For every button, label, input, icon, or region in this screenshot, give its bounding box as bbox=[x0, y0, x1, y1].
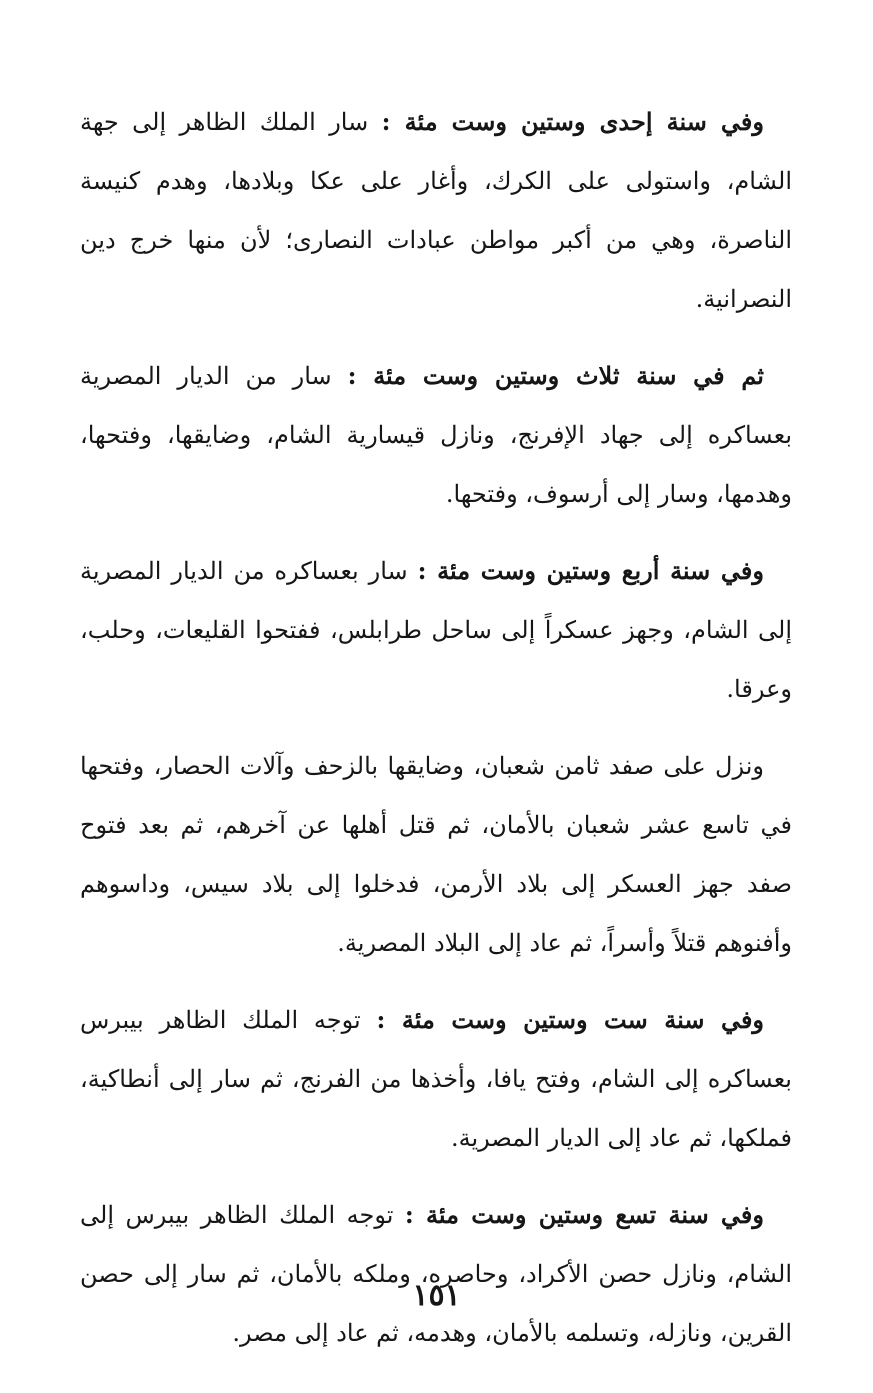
page-number: ١٥١ bbox=[412, 1278, 461, 1313]
paragraph-lead: وفي سنة أربع وستين وست مئة : bbox=[417, 556, 764, 585]
paragraph-year-661 bbox=[80, 92, 792, 329]
paragraph-lead: وفي سنة ست وستين وست مئة : bbox=[376, 1005, 765, 1034]
paragraph-safad bbox=[80, 736, 792, 973]
paragraph-text: سار الملك الظاهر إلى جهة الشام، واستولى على الكرك، وأغار على عكا وبلادها، وهدم كنيسة الناصرة، وهي من أكبر مواطن عبادات النصارى؛ لأن منها خرج دين النصرانية. bbox=[80, 108, 792, 313]
paragraph-year-664 bbox=[80, 541, 792, 719]
paragraph-text: سار بعساكره من الديار المصرية إلى الشام، وجهز عسكراً إلى ساحل طرابلس، ففتحوا القليعات، وحلب، وعرقا. bbox=[80, 557, 792, 703]
paragraph-year-663 bbox=[80, 346, 792, 524]
paragraph-text: سار من الديار المصرية بعساكره إلى جهاد الإفرنج، ونازل قيسارية الشام، وضايقها، وفتحها، وهدمها، وسار إلى أرسوف، وفتحها. bbox=[80, 362, 792, 508]
paragraph-year-666 bbox=[80, 990, 792, 1168]
paragraph-year-669 bbox=[80, 1185, 792, 1363]
paragraph-text: توجه الملك الظاهر بيبرس بعساكره إلى الشام، وفتح يافا، وأخذها من الفرنج، ثم سار إلى أنطاكية، فملكها، ثم عاد إلى الديار المصرية. bbox=[80, 1006, 792, 1152]
paragraph-lead: ثم في سنة ثلاث وستين وست مئة : bbox=[347, 361, 764, 390]
paragraph-lead: وفي سنة تسع وستين وست مئة : bbox=[404, 1200, 764, 1229]
paragraph-text: ونزل على صفد ثامن شعبان، وضايقها بالزحف وآلات الحصار، وفتحها في تاسع عشر شعبان بالأمان، ثم قتل أهلها عن آخرهم، ثم بعد فتوح صفد جهز العسكر إلى بلاد الأرمن، فدخلوا إلى بلاد سيس، وداسوهم وأفنوهم قتلاً وأسراً، ثم عاد إلى البلاد المصرية. bbox=[80, 752, 792, 957]
paragraph-text: توجه الملك الظاهر بيبرس إلى الشام، ونازل حصن الأكراد، وحاصره، وملكه بالأمان، ثم سار إلى حصن القرين، ونازله، وتسلمه بالأمان، وهدمه، ثم عاد إلى مصر. bbox=[80, 1201, 792, 1347]
paragraph-lead: وفي سنة إحدى وستين وست مئة : bbox=[381, 107, 764, 136]
page-body bbox=[80, 92, 792, 1380]
